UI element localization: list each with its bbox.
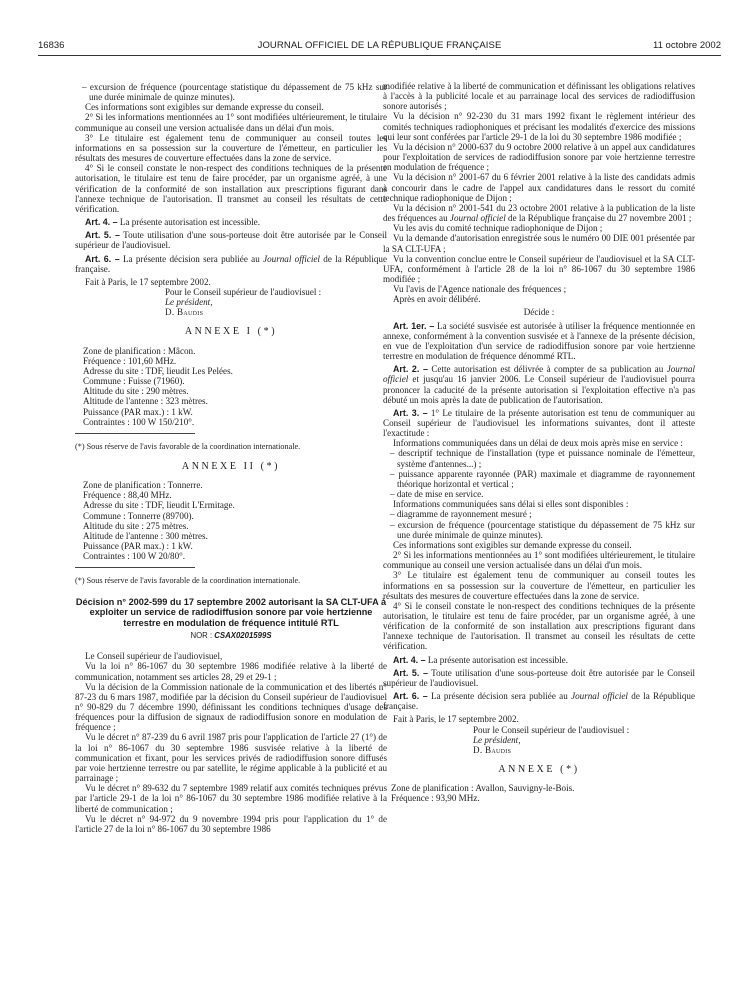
annex-2-note: (*) Sous réserve de l'avis favorable de la coordination internationale. [75, 576, 301, 586]
article-2: Art. 2. – Cette autorisation est délivrée à compter de sa publication au Journal officiel et jusqu'au 16 janvier 2006. Le Conseil supérieur de l'audiovisuel pourra prononcer la caducité de la présente autorisation si l'exploitation effective n'a pas débuté un mois après la date de publication de l'autorisation. [383, 364, 695, 405]
visa: Vu la décision n° 2001-67 du 6 février 2001 relative à la liste des candidats admis à concourir dans le cadre de l'appel aux candidatures dans le ressort du comité technique radiophonique de Dijon ; [383, 172, 695, 203]
paragraph: Ces informations sont exigibles sur demande expresse du conseil. [393, 539, 632, 550]
list-item: – diagramme de rayonnement mesuré ; [390, 509, 532, 520]
visa: Vu l'avis de l'Agence nationale des fréquences ; [393, 284, 567, 295]
done-at: Fait à Paris, le 17 septembre 2002. [393, 714, 519, 725]
annex-line: Puissance (PAR max.) : 1 kW. [83, 406, 193, 417]
annex-line: Contraintes : 100 W 20/80°. [83, 551, 186, 562]
annex-1-title: ANNEXE I (*) [184, 326, 278, 338]
annex-line: Zone de planification : Mâcon. [83, 345, 196, 356]
signature-name: D. Baudis [165, 307, 204, 318]
note-separator [75, 433, 195, 434]
left-column [75, 82, 387, 834]
visa: Vu la convention conclue entre le Conseil supérieur de l'audiovisuel et la SA CLT-UFA, conformément à l'article 28 de la loi n° 86-1067 du 30 septembre 1986 modifiée ; [383, 253, 695, 284]
annex-line: Fréquence : 88,40 MHz. [83, 490, 172, 501]
article-5: Art. 5. – Toute utilisation d'une sous-porteuse doit être autorisée par le Conseil supérieur de l'audiovisuel. [383, 667, 696, 688]
list-item: – descriptif technique de l'installation (type et puissance nominale de l'émetteur, système d'antennes...) ; [390, 448, 695, 469]
annex-list [383, 783, 695, 803]
visa: Vu la décision de la Commission nationale de la communication et des libertés n° 87-23 du 6 mars 1987, modifiée par la décision du Conseil supérieur de l'audiovisuel n° 90-829 du 7 décembre 1990, définissant les conditions techniques d'usage des fréquences pour la diffusion de signaux de radiodiffusion sonore en modulation de fréquence ; [75, 681, 387, 733]
annex-line: Altitude du site : 290 mètres. [83, 386, 189, 397]
signature-name: D. Baudis [473, 744, 512, 755]
decision-intro: Le Conseil supérieur de l'audiovisuel, [85, 651, 223, 662]
annex-line: Adresse du site : TDF, lieudit Les Pelées. [83, 365, 233, 376]
visa: Vu la décision n° 2001-541 du 23 octobre 2001 relative à la publication de la liste des fréquences au Journal officiel de la République française du 27 novembre 2001 ; [383, 202, 695, 224]
journal-title: JOURNAL OFFICIEL DE LA RÉPUBLIQUE FRANÇAISE [257, 40, 502, 51]
decide-heading: Décide : [523, 307, 555, 318]
right-column [383, 81, 695, 803]
decision-title: Décision n° 2002-599 du 17 septembre 2002 autorisant la SA CLT-UFA à exploiter un service de radiodiffusion sonore par voie hertzienne terrestre en modulation de fréquence intitulé RTL [75, 596, 387, 628]
nor-code: CSAX0201599S [214, 631, 272, 641]
visa: Vu la demande d'autorisation enregistrée sous le numéro 00 DIE 001 présentée par la SA CLT-UFA ; [383, 233, 695, 254]
article-4: Art. 4. – La présente autorisation est incessible. [85, 217, 260, 228]
article-label: Art. 1er. – [393, 320, 435, 331]
header-rule [38, 55, 721, 56]
article-label: Art. 5. – [85, 230, 120, 241]
done-at: Fait à Paris, le 17 septembre 2002. [85, 276, 211, 287]
signature-for: Pour le Conseil supérieur de l'audiovisuel : [473, 724, 630, 735]
article-label: Art. 2. – [393, 364, 428, 375]
paragraph: modifiée relative à la liberté de communication et définissant les obligations relatives à l'accès à la publicité locale et au parrainage local des services de radiodiffusion sonore autorisés ; [383, 81, 695, 112]
annex-line: Zone de planification : Tonnerre. [83, 480, 203, 491]
signature-role: Le président, [165, 297, 213, 308]
annex-line: Fréquence : 93,90 MHz. [391, 793, 480, 804]
annex-line: Altitude de l'antenne : 300 mètres. [83, 530, 208, 541]
annex-line: Altitude du site : 275 mètres. [83, 520, 189, 531]
list-item: – puissance apparente rayonnée (PAR) maximale et diagramme de rayonnement théorique horizontal et vertical ; [390, 468, 695, 489]
signature-role: Le président, [473, 734, 521, 745]
page-header [38, 40, 721, 54]
paragraph: Informations communiquées sans délai si elles sont disponibles : [393, 499, 629, 510]
article-6: Art. 6. – La présente décision sera publiée au Journal officiel de la République française. [75, 253, 387, 274]
issue-date: 11 octobre 2002 [653, 40, 721, 51]
paragraph: 2° Si les informations mentionnées au 1° sont modifiées ultérieurement, le titulaire communique au conseil une version actualisée dans un délai d'un mois. [383, 550, 695, 571]
article-label: Art. 4. – [85, 217, 118, 228]
visa: Vu la loi n° 86-1067 du 30 septembre 1986 modifiée relative à la liberté de communication, notamment ses articles 28, 29 et 29-1 ; [75, 661, 387, 682]
annex-line: Fréquence : 101,60 MHz. [83, 355, 177, 366]
annex-line: Adresse du site : TDF, lieudit L'Ermitage. [83, 500, 235, 511]
paragraph: – excursion de fréquence (pourcentage statistique du dépassement de 75 kHz sur une durée minimale de quinze minutes). [82, 82, 387, 103]
article-label: Art. 6. – [393, 691, 428, 702]
annex-line: Commune : Fuisse (71960). [83, 376, 185, 387]
article-label: Art. 3. – [393, 407, 428, 418]
visa: Vu le décret n° 89-632 du 7 septembre 1989 relatif aux comités techniques prévus par l'article 29-1 de la loi n° 86-1067 du 30 septembre 1986 modifiée relative à la liberté de communication ; [75, 783, 387, 814]
annex-2-title: ANNEXE II (*) [181, 461, 281, 472]
visa: Vu le décret n° 94-972 du 9 novembre 1994 pris pour l'application du 1° de l'article 27 de la loi n° 86-1067 du 30 septembre 1986 [75, 813, 387, 834]
annex-1-list [75, 346, 387, 427]
visa: Vu les avis du comité technique radiophonique de Dijon ; [393, 223, 603, 234]
paragraph: Ces informations sont exigibles sur demande expresse du conseil. [85, 102, 324, 113]
article-3: Art. 3. – 1° Le titulaire de la présente autorisation est tenu de communiquer au Conseil supérieur de l'audiovisuel les informations suivantes, dont il atteste l'exactitude : [383, 407, 695, 439]
annex-title: ANNEXE (*) [498, 764, 580, 775]
annex-line: Altitude de l'antenne : 323 mètres. [83, 396, 208, 407]
paragraph: 3° Le titulaire est également tenu de communiquer au conseil toutes les informations en sa possession sur la couverture de l'émetteur, en particulier les résultats des mesures de couverture effectuées dans la zone de service. [383, 570, 695, 601]
list-item: – date de mise en service. [390, 489, 484, 500]
annex-line: Zone de planification : Avallon, Sauvigny-le-Bois. [391, 783, 575, 794]
visa: Après en avoir délibéré. [393, 294, 481, 305]
paragraph: 3° Le titulaire est également tenu de communiquer au conseil toutes les informations en sa possession sur la couverture de l'émetteur, en particulier les résultats des mesures de couverture effectuées dans la zone de service. [75, 132, 387, 164]
annex-line: Commune : Tonnerre (89700). [83, 510, 194, 521]
article-6: Art. 6. – La présente décision sera publiée au Journal officiel de la République française. [383, 691, 695, 712]
article-label: Art. 6. – [85, 253, 120, 264]
visa: Vu la décision n° 2000-637 du 9 octobre 2000 relative à un appel aux candidatures pour l'exploitation de services de radiodiffusion sonore par voie hertzienne terrestre en modulation de fréquence ; [383, 141, 695, 173]
article-1: Art. 1er. – La société susvisée est autorisée à utiliser la fréquence mentionnée en annexe, conformément à la convention susvisée et à l'annexe de la présente décision, en vue de l'exploitation d'un service de radiodiffusion sonore par voie hertzienne terrestre en modulation de fréquence dénommé RTL. [383, 320, 695, 362]
article-5: Art. 5. – Toute utilisation d'une sous-porteuse doit être autorisée par le Conseil supérieur de l'audiovisuel. [75, 230, 388, 251]
annex-line: Puissance (PAR max.) : 1 kW. [83, 541, 193, 552]
article-4: Art. 4. – La présente autorisation est incessible. [393, 654, 568, 665]
article-label: Art. 4. – [393, 654, 426, 665]
visa: Vu le décret n° 87-239 du 6 avril 1987 pris pour l'application de l'article 27 (1°) de la loi n° 86-1067 du 30 septembre 1986 susvisée relative à la liberté de communication et fixant, pour les services privés de radiodiffusion sonore diffusés par voie hertzienne terrestre ou par satellite, le régime applicable à la publicité et au parrainage ; [75, 732, 387, 784]
article-label: Art. 5. – [393, 667, 428, 678]
page-number: 16836 [38, 40, 65, 51]
annex-line: Contraintes : 100 W 150/210°. [83, 416, 195, 427]
signature-for: Pour le Conseil supérieur de l'audiovisuel : [165, 286, 322, 297]
visa: Vu la décision n° 92-230 du 31 mars 1992 fixant le règlement intérieur des comités techniques radiophoniques et précisant les modalités d'exercice des missions qui leur sont conférées par l'article 29-1 de la loi du 30 septembre 1986 modifiée ; [383, 111, 695, 142]
list-item: – excursion de fréquence (pourcentage statistique du dépassement de 75 kHz sur une durée minimale de quinze minutes). [390, 519, 695, 540]
annex-1-note: (*) Sous réserve de l'avis favorable de la coordination internationale. [75, 441, 301, 451]
paragraph: 2° Si les informations mentionnées au 1° sont modifiées ultérieurement, le titulaire communique au conseil une version actualisée dans un délai d'un mois. [75, 112, 387, 133]
paragraph: 4° Si le conseil constate le non-respect des conditions techniques de la présente autorisation, le titulaire est tenu de faire procéder, par un organisme agréé, à une vérification de la conformité de son installation aux prescriptions figurant dans l'annexe technique de l'autorisation. Il transmet au conseil les résultats de cette vérification. [75, 163, 387, 214]
annex-2-list [75, 480, 387, 561]
paragraph: 4° Si le conseil constate le non-respect des conditions techniques de la présente autorisation, le titulaire est tenu de faire procéder, par un organisme agréé, à une vérification de la conformité de son installation aux prescriptions figurant dans l'annexe technique de l'autorisation. Il transmet au conseil les résultats de cette vérification. [383, 600, 695, 652]
nor-reference: NOR : CSAX0201599S [190, 631, 272, 641]
paragraph: Informations communiquées dans un délai de deux mois après mise en service : [393, 438, 683, 449]
note-separator [75, 567, 195, 568]
